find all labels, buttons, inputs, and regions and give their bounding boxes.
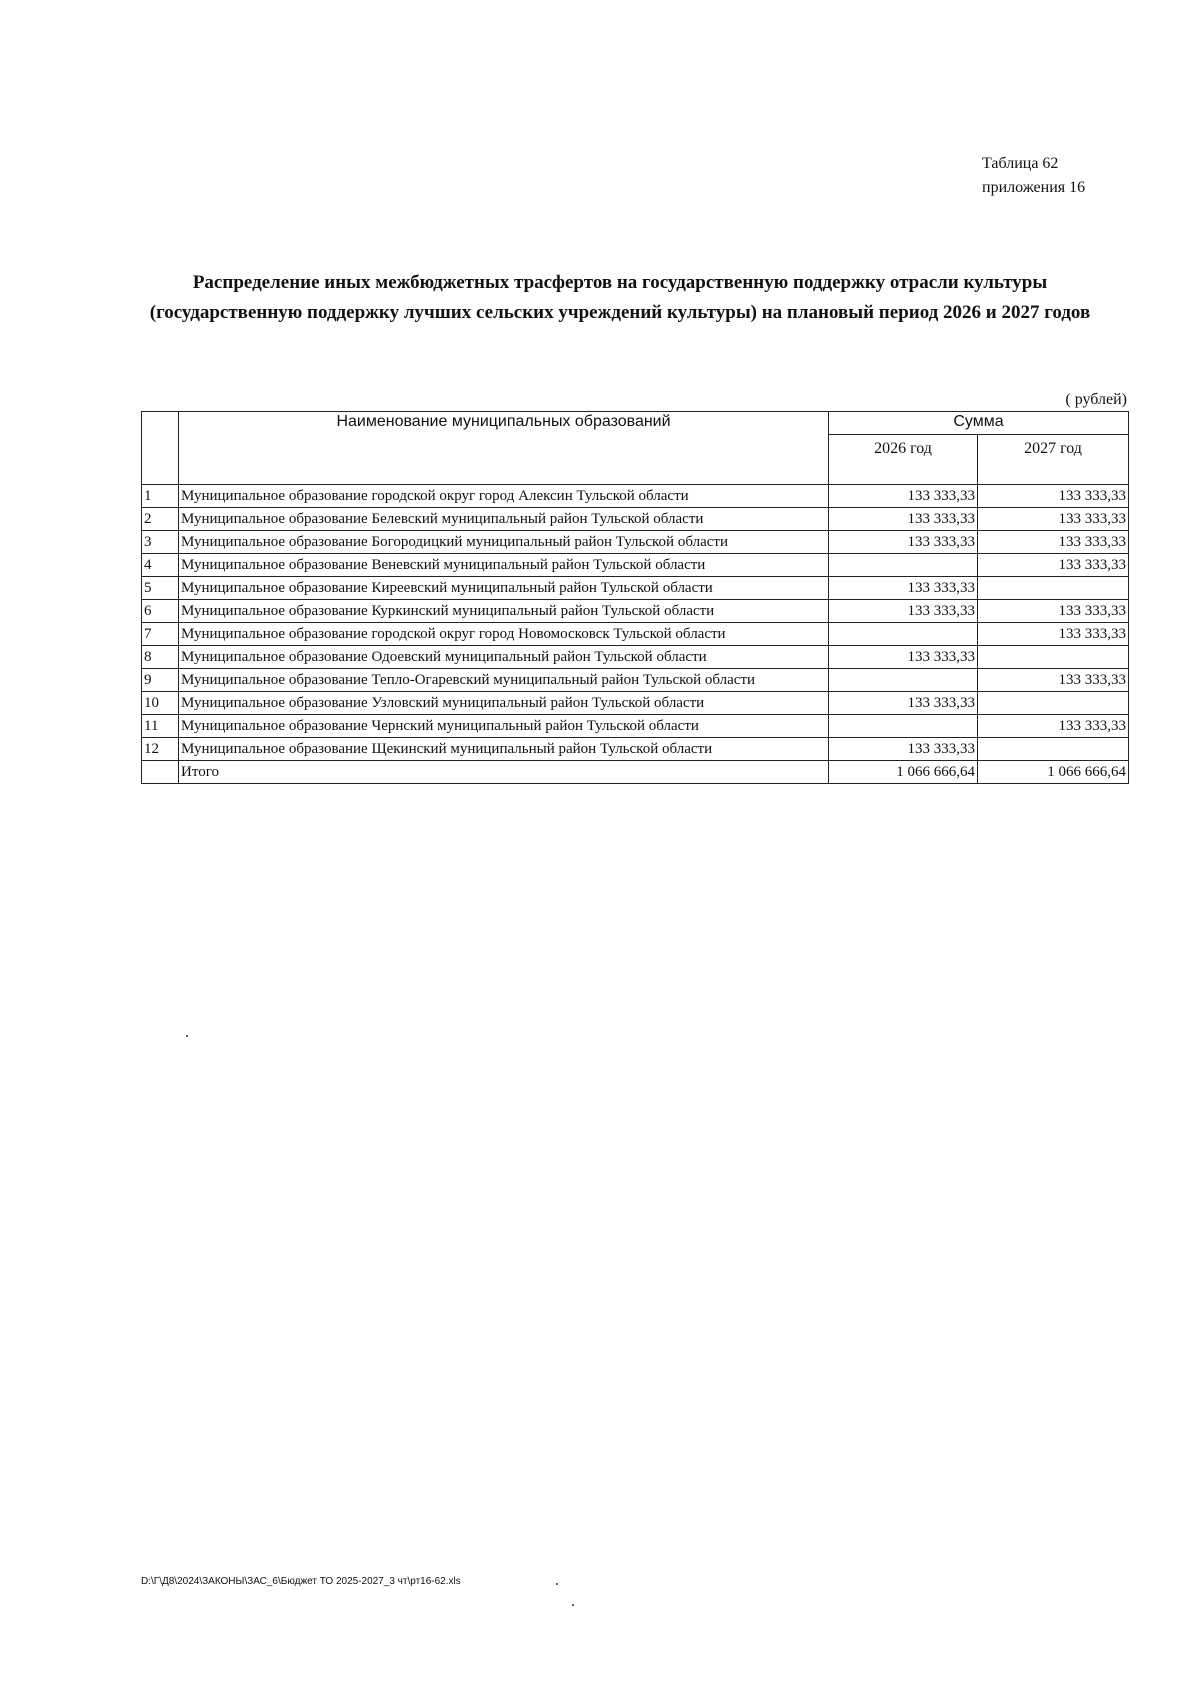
total-row: [142, 761, 1129, 784]
scan-speck: [186, 1035, 188, 1037]
row-2026: 133 333,33: [829, 646, 978, 669]
table-number: Таблица 62: [982, 155, 1059, 172]
header-number-cell: [142, 412, 179, 485]
row-name: Муниципальное образование городской округ город Новомосковск Тульской области: [179, 623, 829, 646]
table-row: [142, 577, 1129, 600]
row-number: 9: [142, 669, 179, 692]
row-2026: 133 333,33: [829, 600, 978, 623]
row-number: 3: [142, 531, 179, 554]
row-2026: [829, 623, 978, 646]
row-name: Муниципальное образование Белевский муниципальный район Тульской области: [179, 508, 829, 531]
row-name: Муниципальное образование Тепло-Огаревский муниципальный район Тульской области: [179, 669, 829, 692]
row-2026: 133 333,33: [829, 577, 978, 600]
row-number: 6: [142, 600, 179, 623]
header-sum: Сумма: [829, 412, 1129, 435]
row-name: Муниципальное образование Киреевский муниципальный район Тульской области: [179, 577, 829, 600]
title-line-1: Распределение иных межбюджетных трасфертов на государственную поддержку отрасли культуры: [192, 272, 1048, 293]
total-label: Итого: [179, 761, 829, 784]
row-2026: 133 333,33: [829, 485, 978, 508]
table-row: [142, 485, 1129, 508]
table-row: [142, 508, 1129, 531]
appendix-number: приложения 16: [982, 179, 1086, 196]
row-name: Муниципальное образование Одоевский муниципальный район Тульской области: [179, 646, 829, 669]
appendix-reference: [982, 152, 1085, 200]
row-2027: 133 333,33: [978, 531, 1129, 554]
row-2027: 133 333,33: [978, 554, 1129, 577]
row-2027: 133 333,33: [978, 715, 1129, 738]
row-name: Муниципальное образование Веневский муниципальный район Тульской области: [179, 554, 829, 577]
row-number: 11: [142, 715, 179, 738]
row-number: 5: [142, 577, 179, 600]
row-number: 4: [142, 554, 179, 577]
table-row: [142, 600, 1129, 623]
row-2026: [829, 715, 978, 738]
row-2027: 133 333,33: [978, 600, 1129, 623]
row-number: 10: [142, 692, 179, 715]
table-row: [142, 738, 1129, 761]
row-name: Муниципальное образование Узловский муниципальный район Тульской области: [179, 692, 829, 715]
row-number: 1: [142, 485, 179, 508]
row-number: 12: [142, 738, 179, 761]
row-2026: 133 333,33: [829, 692, 978, 715]
file-path-footer: D:\Г\Д8\2024\ЗАКОНЫ\ЗАС_6\Бюджет ТО 2025-2027_3 чт\рт16-62.xls: [141, 1576, 461, 1587]
table-row: [142, 554, 1129, 577]
unit-label: ( рублей): [1065, 391, 1127, 408]
row-number: 8: [142, 646, 179, 669]
scan-speck: [556, 1583, 558, 1585]
header-name: Наименование муниципальных образований: [179, 412, 829, 485]
total-2026: 1 066 666,64: [829, 761, 978, 784]
title-line-2: (государственную поддержку лучших сельских учреждений культуры) на плановый период 2026 и 2027 годов: [149, 302, 1091, 323]
row-2027: [978, 692, 1129, 715]
distribution-table: [141, 411, 1129, 784]
row-name: Муниципальное образование Куркинский муниципальный район Тульской области: [179, 600, 829, 623]
row-name: Муниципальное образование Чернский муниципальный район Тульской области: [179, 715, 829, 738]
header-year-2027: 2027 год: [978, 435, 1129, 485]
table-row: [142, 669, 1129, 692]
total-number-cell: [142, 761, 179, 784]
row-2026: 133 333,33: [829, 531, 978, 554]
row-number: 2: [142, 508, 179, 531]
row-2027: [978, 577, 1129, 600]
table-row: [142, 623, 1129, 646]
row-2027: 133 333,33: [978, 485, 1129, 508]
table-row: [142, 531, 1129, 554]
row-2027: [978, 738, 1129, 761]
row-2026: [829, 669, 978, 692]
row-2027: [978, 646, 1129, 669]
row-2027: 133 333,33: [978, 623, 1129, 646]
table-row: [142, 646, 1129, 669]
row-number: 7: [142, 623, 179, 646]
row-2027: 133 333,33: [978, 508, 1129, 531]
row-2026: [829, 554, 978, 577]
row-name: Муниципальное образование городской округ город Алексин Тульской области: [179, 485, 829, 508]
document-title: [120, 268, 1120, 328]
row-2026: 133 333,33: [829, 508, 978, 531]
table-row: [142, 715, 1129, 738]
row-name: Муниципальное образование Щекинский муниципальный район Тульской области: [179, 738, 829, 761]
header-year-2026: 2026 год: [829, 435, 978, 485]
table-row: [142, 692, 1129, 715]
total-2027: 1 066 666,64: [978, 761, 1129, 784]
row-2027: 133 333,33: [978, 669, 1129, 692]
row-2026: 133 333,33: [829, 738, 978, 761]
row-name: Муниципальное образование Богородицкий муниципальный район Тульской области: [179, 531, 829, 554]
scan-speck: [572, 1604, 574, 1606]
